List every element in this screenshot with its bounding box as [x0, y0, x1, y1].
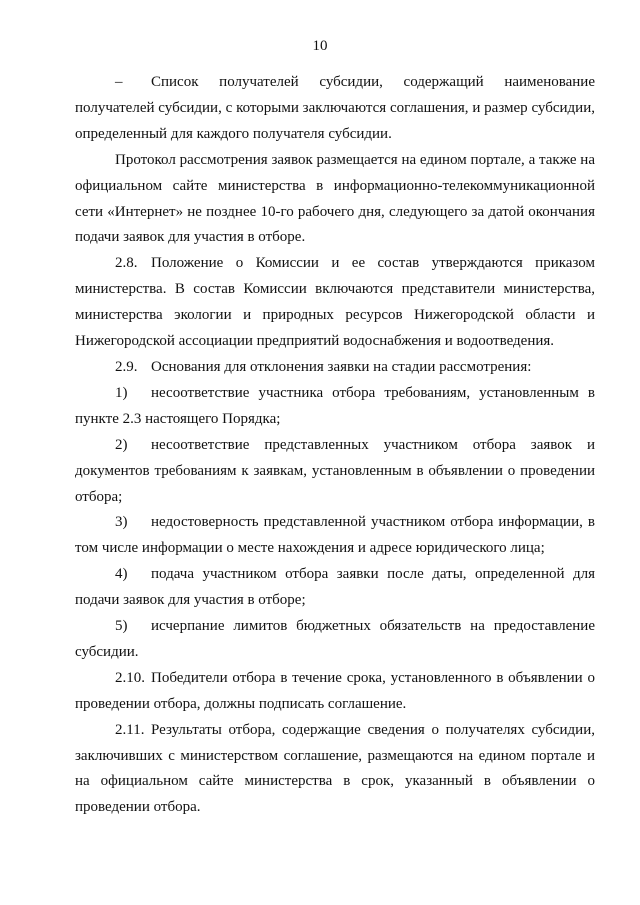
clause-number: 2.9. [115, 358, 138, 375]
paragraph-protocol [75, 148, 595, 252]
paragraph-text: Положение о Комиссии и ее состав утверждаются приказом министерства. В состав Комиссии включаются представители министерства, министерства экологии и природных ресурсов Нижегородской области и Нижегородской ассоциации предприятий водоснабжения и водоотведения. [75, 255, 595, 350]
paragraph-text: несоответствие представленных участником отбора заявок и документов требованиям к заявкам, установленным в объявлении о проведении отбора; [75, 436, 595, 505]
list-item-number: 1) [115, 384, 128, 401]
clause-2-9 [75, 355, 595, 381]
list-item-number: 4) [115, 566, 128, 583]
paragraph-text: несоответствие участника отбора требованиям, установленным в пункте 2.3 настоящего Порядка; [75, 384, 595, 427]
list-dash-marker: – [115, 74, 123, 90]
paragraph-text: недостоверность представленной участником отбора информации, в том числе информации о месте нахождения и адресе юридического лица; [75, 514, 595, 557]
clause-number: 2.8. [115, 255, 138, 272]
document-body [75, 70, 595, 821]
paragraph-list-recipients [75, 70, 595, 148]
paragraph-text: Основания для отклонения заявки на стадии рассмотрения: [151, 358, 532, 375]
paragraph-text: Список получателей субсидии, содержащий наименование получателей субсидии, с которыми заключаются соглашения, и размер субсидии, определенный для каждого получателя субсидии. [75, 74, 595, 142]
paragraph-text: Протокол рассмотрения заявок размещается на едином портале, а также на официальном сайте министерства в информационно-телекоммуникационной сети «Интернет» не позднее 10-го рабочего дня, следующего за датой окончания подачи заявок для участия в отборе. [75, 151, 595, 246]
list-item-4 [75, 562, 595, 614]
list-item-1 [75, 381, 595, 433]
clause-2-8 [75, 251, 595, 355]
paragraph-text: исчерпание лимитов бюджетных обязательств на предоставление субсидии. [75, 618, 595, 660]
page-number: 10 [312, 38, 328, 54]
paragraph-text: подача участником отбора заявки после даты, определенной для подачи заявок для участия в отборе; [75, 566, 595, 609]
clause-2-11 [75, 718, 595, 822]
paragraph-text: Результаты отбора, содержащие сведения о получателях субсидии, заключивших с министерством соглашение, размещаются на едином портале и на официальном сайте министерства в срок, указанный в объявлении о проведении отбора. [75, 721, 595, 816]
list-item-number: 5) [115, 618, 128, 635]
paragraph-text: Победители отбора в течение срока, установленного в объявлении о проведении отбора, должны подписать соглашение. [75, 669, 595, 712]
clause-number: 2.10. [115, 669, 145, 686]
list-item-number: 2) [115, 436, 128, 453]
clause-2-10 [75, 666, 595, 718]
list-item-3 [75, 510, 595, 562]
clause-number: 2.11. [115, 721, 145, 738]
list-item-number: 3) [115, 514, 128, 531]
list-item-5 [75, 614, 595, 666]
list-item-2 [75, 433, 595, 511]
